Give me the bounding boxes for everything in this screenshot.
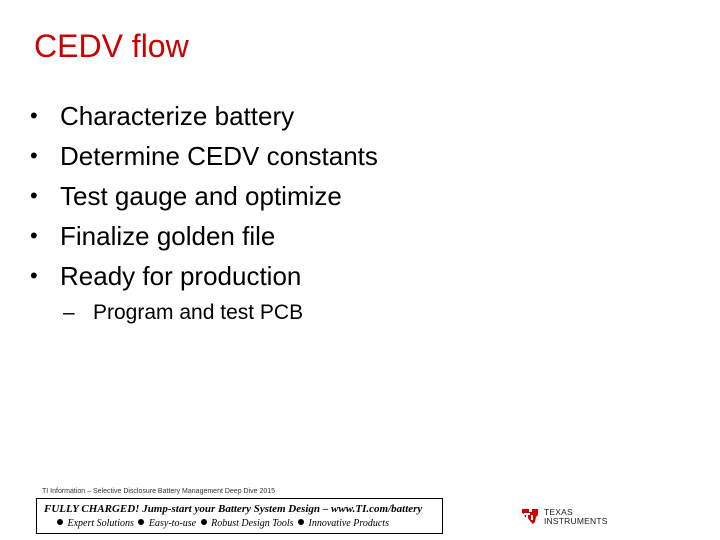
bullet-text: Finalize golden file [60, 221, 276, 251]
tagline-item: Expert Solutions [67, 518, 134, 529]
bullet-dot-icon [138, 519, 144, 525]
bullet-dot-icon [201, 519, 207, 525]
bullet-dot-icon [57, 519, 63, 525]
footer-banner [36, 498, 443, 534]
tagline-item: Robust Design Tools [211, 518, 294, 529]
ti-state-icon [520, 506, 540, 526]
footer-banner-headline: FULLY CHARGED! Jump-start your Battery System Design – www.TI.com/battery [44, 503, 423, 515]
bullet-text: Determine CEDV constants [60, 141, 378, 171]
bullet-marker: • [30, 263, 38, 288]
footer-banner-tagline [55, 517, 389, 530]
bullet-marker: • [30, 103, 38, 128]
tagline-item: Easy-to-use [148, 518, 197, 529]
bullet-dot-icon [298, 519, 304, 525]
bullet-text: Test gauge and optimize [60, 181, 342, 211]
ti-wordmark-line2: INSTRUMENTS [544, 516, 608, 526]
disclosure-text: TI Information – Selective Disclosure Battery Management Deep Dive 2015 [42, 488, 276, 495]
bullet-marker: • [30, 143, 38, 168]
ti-wordmark-line1: TEXAS [544, 507, 573, 517]
tagline-item: Innovative Products [308, 518, 389, 529]
bullet-marker: • [30, 183, 38, 208]
bullet-marker: • [30, 223, 38, 248]
texas-instruments-logo [520, 506, 616, 528]
ti-wordmark [544, 508, 608, 526]
bullet-text: Characterize battery [60, 101, 295, 131]
sub-bullet-marker: – [63, 301, 75, 324]
bullet-text: Ready for production [60, 261, 302, 291]
sub-bullet-text: Program and test PCB [93, 301, 304, 324]
slide-title: CEDV flow [34, 28, 189, 64]
